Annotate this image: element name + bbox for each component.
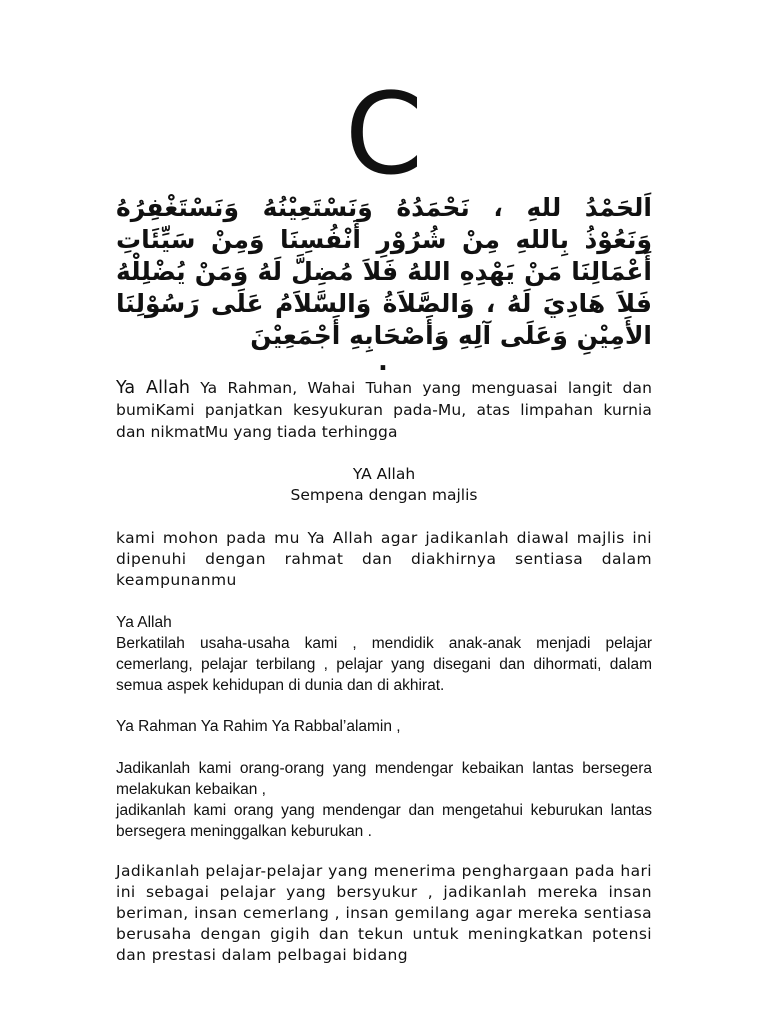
paragraph-jadikanlah-1: Jadikanlah kami orang-orang yang mendengar kebaikan lantas bersegera melakukan kebaikan , [116,760,652,798]
drop-letter: C [344,70,424,200]
paragraph-mohon: kami mohon pada mu Ya Allah agar jadikanlah diawal majlis ini dipenuhi dengan rahmat dan diakhirnya sentiasa dalam keampunanmu [116,529,652,589]
paragraph-rahman: Ya Rahman Ya Rahim Ya Rabbal’alamin , [116,718,401,735]
paragraph-pelajar: Jadikanlah pelajar-pelajar yang menerima penghargaan pada hari ini sebagai pelajar yang bersyukur , jadikanlah mereka insan beriman, insan cemerlang , insan gemilang agar mereka sentiasa berusaha dengan gigih dan tekun untuk meningkatkan potensi dan prestasi dalam pelbagai bidang [116,862,652,964]
paragraph-berkatilah: Berkatilah usaha-usaha kami , mendidik anak-anak menjadi pelajar cemerlang, pelajar terbilang , pelajar yang disegani dan dihormati, dalam semua aspek kehidupan di dunia dan di akhirat. [116,635,652,694]
arabic-opening-prayer: اَلحَمْدُ للهِ ، نَحْمَدُهُ وَنَسْتَعِيْنُهُ وَنَسْتَغْفِرُهُ وَنَعُوْذُ بِاللهِ مِنْ شُرُوْرِ أَنْفُسِنَا وَمِنْ سَيِّئَاتِ أَعْمَالِنَا مَنْ يَهْدِهِ اللهُ فَلاَ مُضِلَّ لَهُ وَمَنْ يُضْلِلْهُ فَلاَ هَادِيَ لَهُ ، وَالصَّلاَةُ وَالسَّلاَمُ عَلَى رَسُوْلِنَا الأَمِيْنِ وَعَلَى آلِهِ وَأَصْحَابِهِ أَجْمَعِيْنَ [116,193,652,350]
paragraph-jadikanlah-section [116,758,652,842]
intro-paragraph [116,377,652,443]
ya-allah-heading: Ya Allah [116,614,172,631]
intro-lead-text: Ya Allah [116,378,191,398]
arabic-period: . [378,347,388,377]
center-heading-line-2: Sempena dengan majlis [290,486,478,504]
center-heading-line-1: YA Allah [352,465,416,483]
paragraph-berkatilah-section [116,612,652,696]
center-heading [116,464,652,506]
paragraph-jadikanlah-2: jadikanlah kami orang yang mendengar dan mengetahui keburukan lantas bersegera meninggalkan keburukan . [116,802,652,840]
intro-body-text: Ya Rahman, Wahai Tuhan yang menguasai langit dan bumiKami panjatkan kesyukuran pada-Mu, atas limpahan kurnia dan nikmatMu yang tiada terhingga [116,379,652,441]
